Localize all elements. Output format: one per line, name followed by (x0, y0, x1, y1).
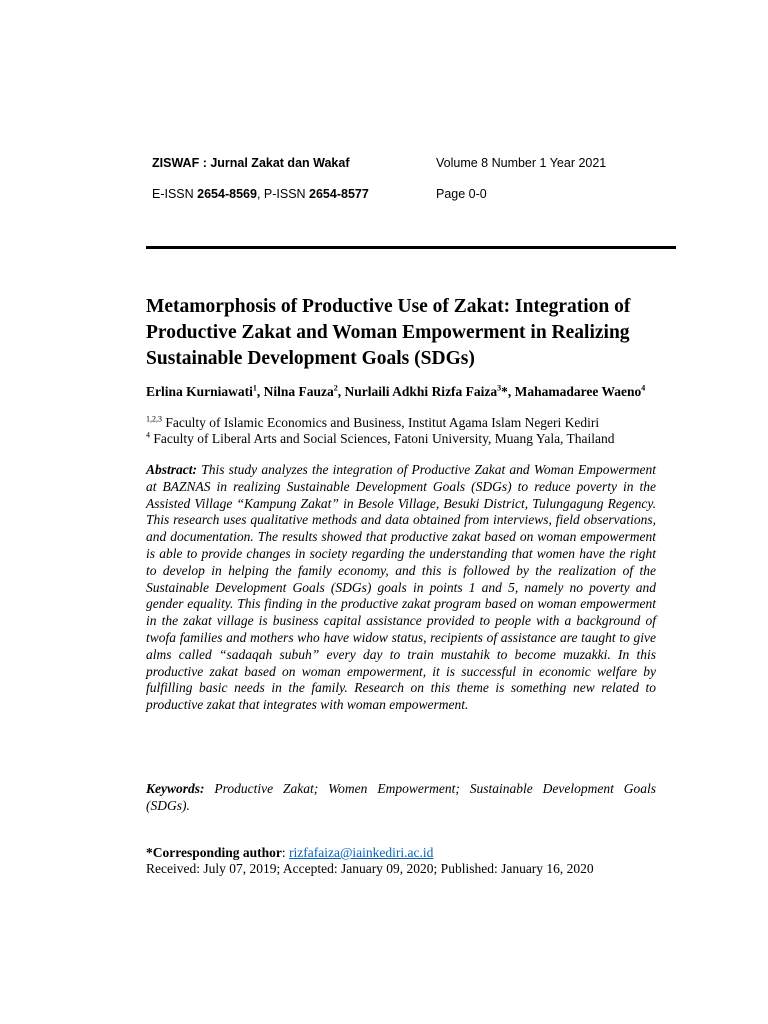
paper-title: Metamorphosis of Productive Use of Zakat: Integration of Productive Zakat and Woman Empowerment in Realizing Sustainable Development Goals (SDGs) (146, 296, 631, 369)
eissn-number: 2654-8569 (197, 187, 257, 201)
author-separator: , (337, 384, 345, 399)
journal-name: ZISWAF : Jurnal Zakat dan Wakaf (152, 156, 350, 170)
header-divider (146, 246, 676, 249)
affiliation-line (146, 431, 686, 446)
author-name: Erlina Kurniawati (146, 384, 253, 399)
keywords-text: Productive Zakat; Women Empowerment; Sustainable Development Goals (SDGs). (146, 781, 656, 813)
volume-info: Volume 8 Number 1 Year 2021 (436, 156, 607, 170)
pissn-label: , P-ISSN (256, 187, 310, 201)
affiliation-text: Faculty of Islamic Economics and Business, Institut Agama Islam Negeri Kediri (162, 415, 600, 430)
affiliation-mark: 4 (146, 430, 150, 440)
keywords (146, 781, 656, 815)
pissn-number: 2654-8577 (309, 187, 369, 201)
corresponding-email-link[interactable]: rizfafaiza@iainkediri.ac.id (289, 845, 434, 860)
publication-dates: Received: July 07, 2019; Accepted: January 09, 2020; Published: January 16, 2020 (146, 861, 594, 876)
page-range: Page 0-0 (436, 187, 487, 201)
author-affiliation-mark: 4 (641, 383, 646, 393)
author-name: Nilna Fauza (263, 384, 334, 399)
affiliation-line (146, 415, 686, 430)
abstract (146, 462, 656, 714)
affiliation-text: Faculty of Liberal Arts and Social Sciences, Fatoni University, Muang Yala, Thailand (150, 431, 615, 446)
corresponding-colon: : (281, 845, 290, 860)
keywords-label: Keywords: (146, 781, 205, 796)
author-list (146, 384, 666, 400)
author-separator: , (256, 384, 264, 399)
abstract-text: This study analyzes the integration of Productive Zakat and Woman Empowerment at BAZNAS in realizing Sustainable Development Goals (SDGs) to reduce poverty in the Assisted Village “Kampung Zakat” in Besole Village, Besuki District, Tulungagung Regency. This research uses qualitative methods and data obtained from interviews, field observations, and documentation. The results showed that productive zakat based on woman empowerment is able to provide changes in society regarding the understanding that women have the right to develop in helping the family economy, and this is followed by the realization of the Sustainable Development Goals (SDGs) goals in points 1 and 5, namely no poverty and gender equality. This finding in the productive zakat program based on woman empowerment in the zakat village is business capital assistance provided to people with a background of twofa families and mothers who have widow status, recipients of assistance are taught to give alms called “sadaqah subuh” every day to train mustahik to become muzakki. In this productive zakat based on woman empowerment, it is successful in economic welfare by fulfilling basic needs in the family. Research on this theme is something new related to productive zakat that integrates with woman empowerment. (146, 462, 656, 713)
corresponding-author (146, 845, 686, 861)
author-name: Mahamadaree Waeno (514, 384, 642, 399)
affiliation-mark: 1,2,3 (146, 414, 162, 424)
abstract-label: Abstract: (146, 462, 198, 477)
eissn-label: E-ISSN (152, 187, 198, 201)
corresponding-author-label: *Corresponding author (146, 845, 282, 860)
issn-info (152, 187, 369, 201)
author-name: Nurlaili Adkhi Rizfa Faiza (344, 384, 498, 399)
author-affiliation-mark: 3 (497, 383, 502, 393)
author-affiliation-mark: 1 (252, 383, 257, 393)
author-separator: *, (501, 384, 515, 399)
author-affiliation-mark: 2 (333, 383, 338, 393)
